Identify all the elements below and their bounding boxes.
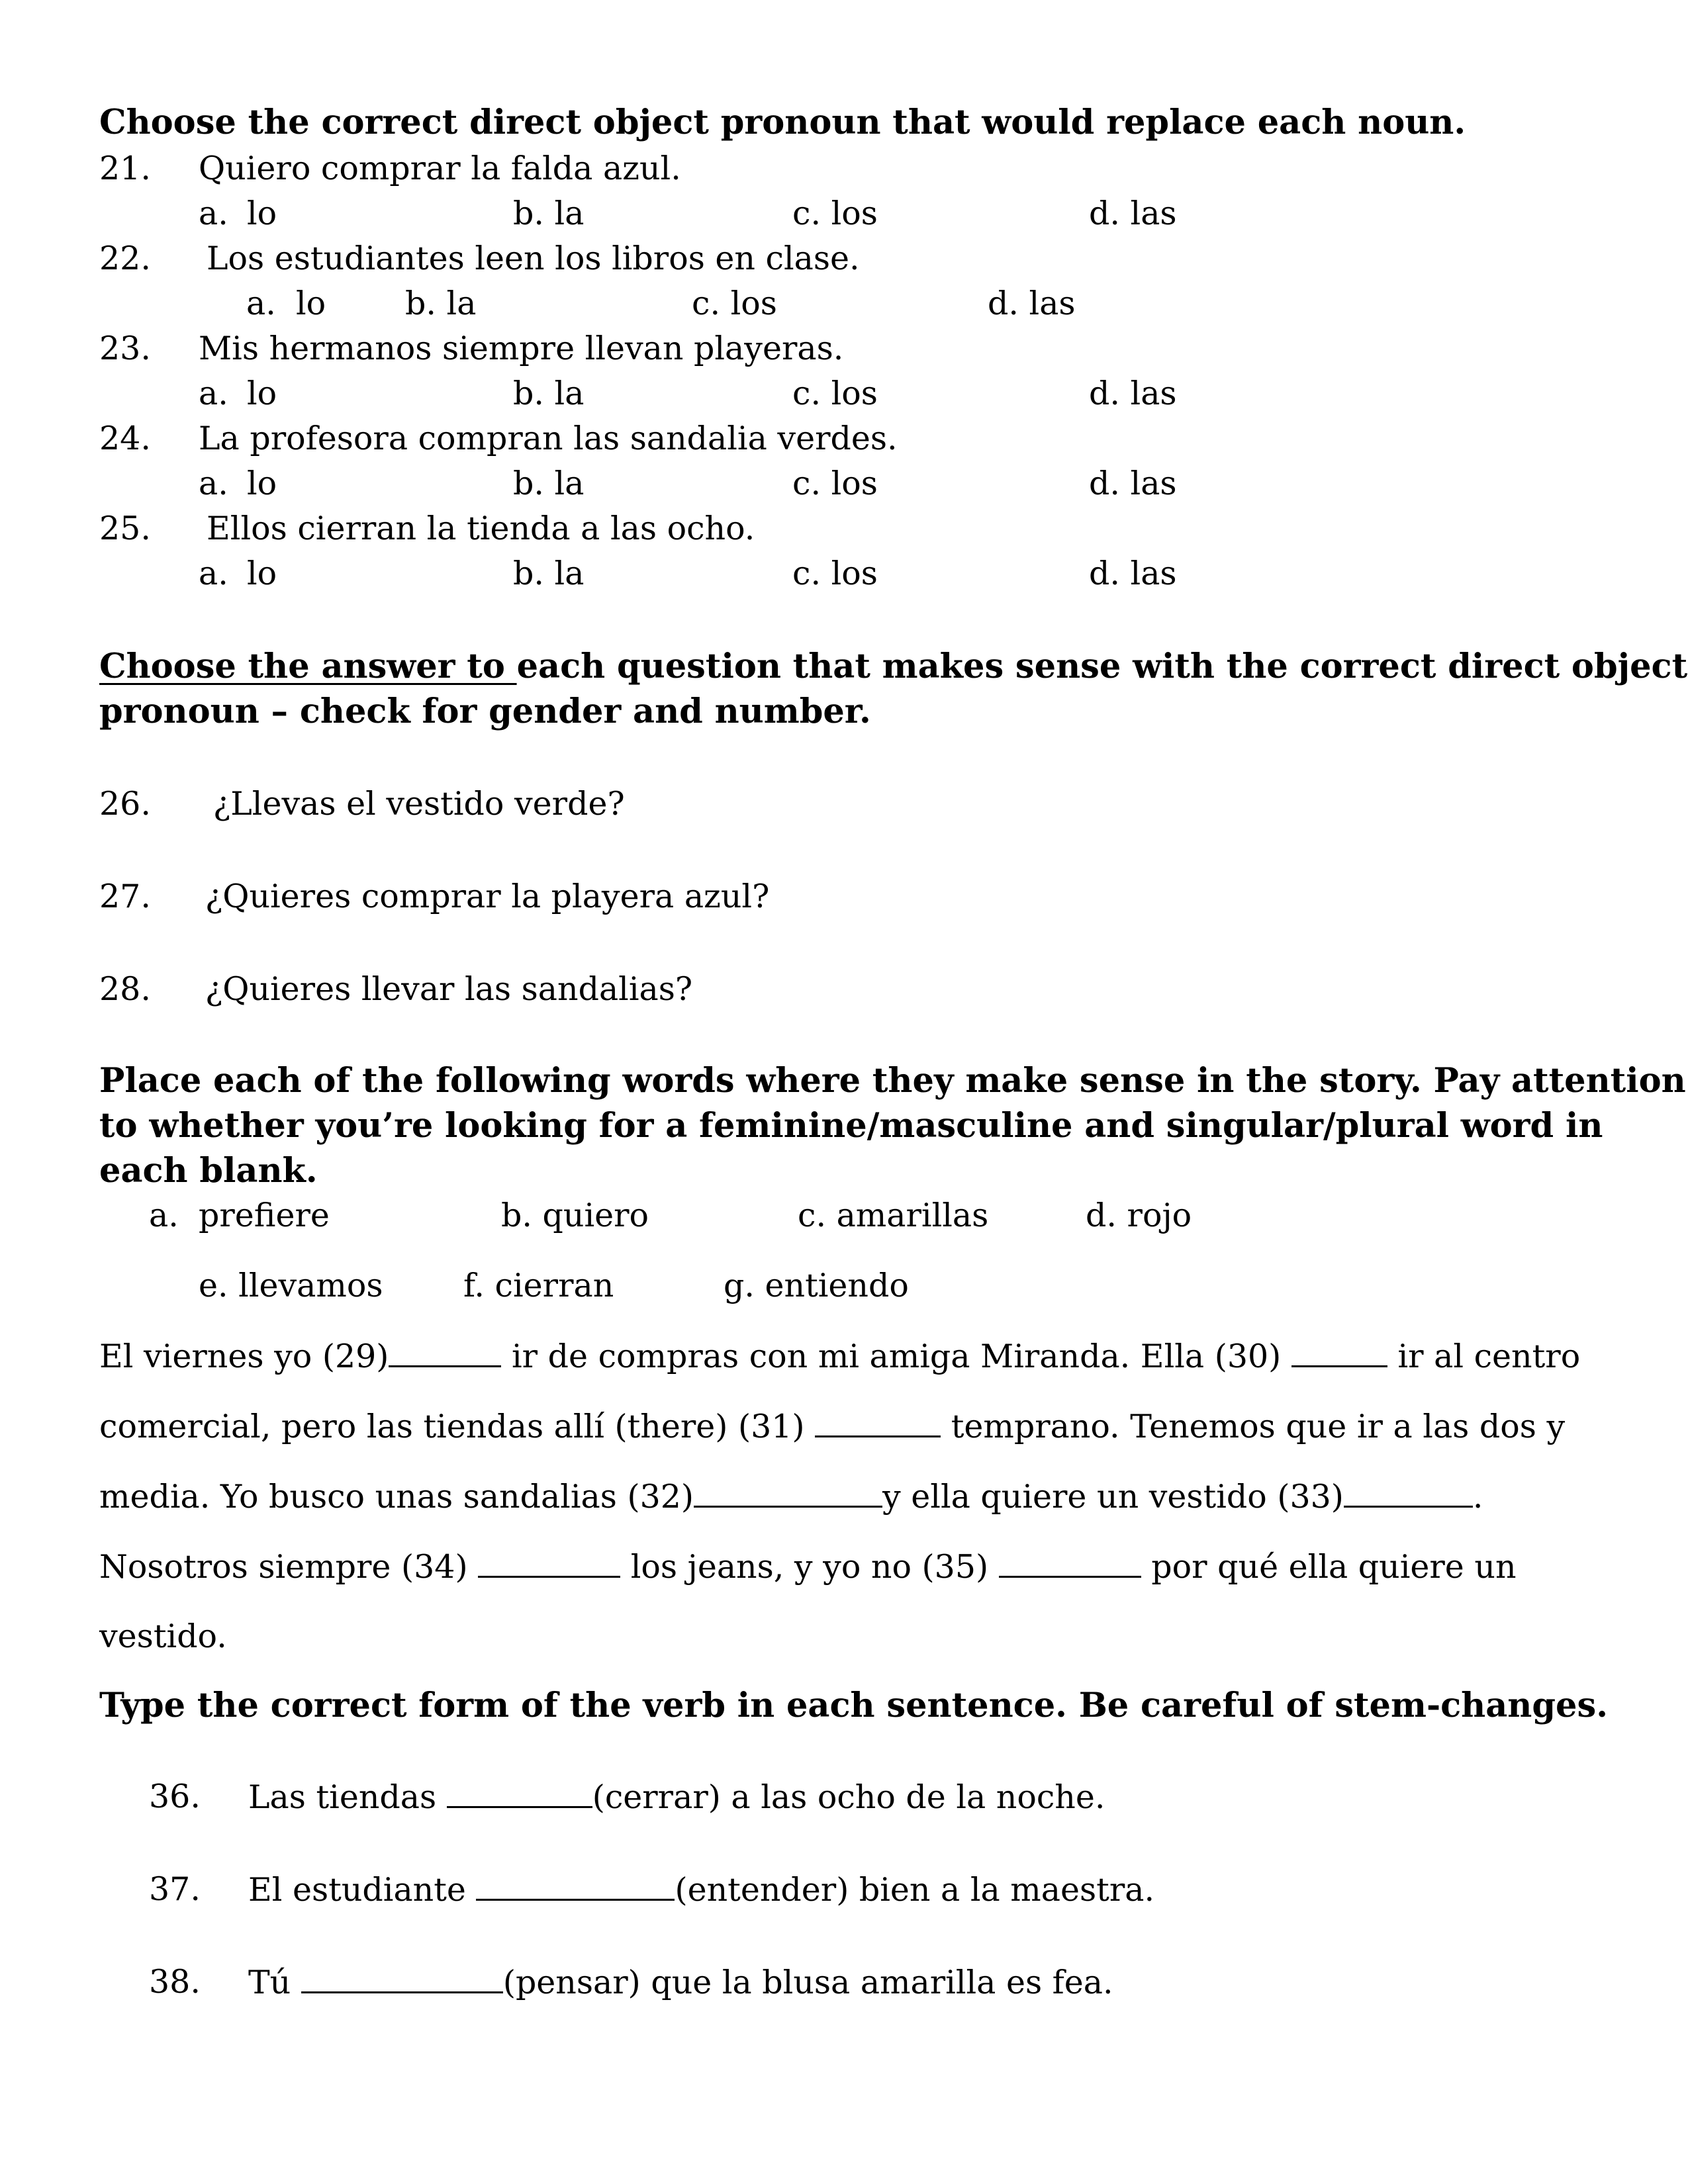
blank-29[interactable] — [389, 1340, 501, 1367]
blank-32[interactable] — [694, 1480, 882, 1508]
option-a-label: a. — [199, 375, 228, 412]
word-bank-a-label: a. — [149, 1197, 179, 1234]
question-text: ¿Llevas el vestido verde? — [213, 785, 625, 823]
word-bank-item: e. llevamos — [199, 1267, 383, 1304]
word-bank-item: g. entiendo — [724, 1267, 909, 1304]
question-number: 23. — [99, 330, 151, 367]
blank-35[interactable] — [999, 1550, 1141, 1578]
story-text: los jeans, y yo no (35) — [620, 1548, 999, 1586]
question-rest: (entender) bien a la maestra. — [675, 1871, 1155, 1909]
option-d[interactable]: d. las — [1089, 465, 1177, 502]
story-text: por qué ella quiere un — [1141, 1548, 1517, 1586]
option-d[interactable]: d. las — [1089, 375, 1177, 412]
question-text: Ellos cierran la tienda a las ocho. — [207, 510, 755, 547]
question-number: 26. — [99, 785, 151, 823]
option-d[interactable]: d. las — [988, 285, 1076, 322]
story-text: vestido. — [99, 1617, 227, 1655]
blank-34[interactable] — [478, 1550, 620, 1578]
section2-heading — [99, 647, 1688, 686]
verb-question — [248, 1871, 1155, 1909]
blank-33[interactable] — [1344, 1480, 1473, 1508]
word-bank-item: b. quiero — [501, 1197, 649, 1234]
option-a-label: a. — [199, 555, 228, 592]
story-text: media. Yo busco unas sandalias (32) — [99, 1478, 694, 1516]
option-a-label: a. — [246, 285, 276, 322]
question-rest: (pensar) que la blusa amarilla es fea. — [502, 1964, 1113, 2002]
option-c[interactable]: c. los — [792, 465, 878, 502]
option-a-label: a. — [199, 465, 228, 502]
story-text: comercial, pero las tiendas allí (there) (31) — [99, 1408, 816, 1446]
question-text: ¿Quieres comprar la playera azul? — [205, 878, 770, 915]
option-b[interactable]: b. la — [513, 555, 585, 592]
story-text: Nosotros siempre (34) — [99, 1548, 479, 1586]
word-bank-item: f. cierran — [463, 1267, 614, 1304]
section2-heading-line2: pronoun – check for gender and number. — [99, 692, 871, 731]
option-c[interactable]: c. los — [692, 285, 777, 322]
section2-heading-underlined: Choose the answer to — [99, 647, 517, 686]
option-c[interactable]: c. los — [792, 195, 878, 232]
story-line — [99, 1617, 227, 1655]
question-number: 37. — [149, 1870, 201, 1908]
option-a[interactable]: lo — [296, 285, 326, 322]
story-line — [99, 1548, 1517, 1586]
question-number: 28. — [99, 970, 151, 1008]
option-b[interactable]: b. la — [513, 195, 585, 232]
blank-38[interactable] — [301, 1966, 503, 1993]
section4-heading: Type the correct form of the verb in each sentence. Be careful of stem-changes. — [99, 1686, 1608, 1725]
option-b[interactable]: b. la — [405, 285, 477, 322]
section1-heading: Choose the correct direct object pronoun that would replace each noun. — [99, 103, 1466, 142]
question-subject: Las tiendas — [248, 1778, 447, 1817]
question-text: Los estudiantes leen los libros en clase. — [207, 240, 860, 277]
option-b[interactable]: b. la — [513, 375, 585, 412]
question-text: Mis hermanos siempre llevan playeras. — [199, 330, 844, 367]
story-line — [99, 1478, 1483, 1516]
option-c[interactable]: c. los — [792, 555, 878, 592]
section3-heading-line2: to whether you’re looking for a feminine/masculine and singular/plural word in — [99, 1106, 1603, 1146]
question-subject: Tú — [248, 1964, 301, 2002]
question-number: 25. — [99, 510, 151, 547]
word-bank-item: c. amarillas — [798, 1197, 989, 1234]
verb-question — [248, 1964, 1113, 2002]
question-text: La profesora compran las sandalia verdes. — [199, 420, 898, 457]
option-a[interactable]: lo — [247, 465, 277, 502]
story-line — [99, 1408, 1566, 1446]
question-rest: (cerrar) a las ocho de la noche. — [592, 1778, 1105, 1817]
story-text: temprano. Tenemos que ir a las dos y — [941, 1408, 1566, 1446]
blank-30[interactable] — [1291, 1340, 1387, 1367]
option-a[interactable]: lo — [247, 555, 277, 592]
story-text: ir al centro — [1387, 1338, 1581, 1376]
question-text: Quiero comprar la falda azul. — [199, 150, 681, 187]
option-c[interactable]: c. los — [792, 375, 878, 412]
section3-heading-line3: each blank. — [99, 1151, 318, 1191]
story-text: y ella quiere un vestido (33) — [882, 1478, 1344, 1516]
option-a-label: a. — [199, 195, 228, 232]
question-number: 36. — [149, 1778, 201, 1815]
word-bank-item: prefiere — [199, 1197, 330, 1234]
story-line — [99, 1338, 1581, 1376]
option-a[interactable]: lo — [247, 195, 277, 232]
blank-31[interactable] — [815, 1410, 941, 1437]
question-number: 21. — [99, 150, 151, 187]
question-number: 24. — [99, 420, 151, 457]
verb-question — [248, 1778, 1105, 1817]
story-text: . — [1472, 1478, 1483, 1516]
section2-heading-rest: each question that makes sense with the correct direct object — [516, 647, 1688, 686]
blank-37[interactable] — [476, 1873, 675, 1901]
blank-36[interactable] — [447, 1780, 592, 1808]
option-a[interactable]: lo — [247, 375, 277, 412]
question-number: 38. — [149, 1963, 201, 2001]
option-d[interactable]: d. las — [1089, 195, 1177, 232]
question-number: 22. — [99, 240, 151, 277]
section3-heading-line1: Place each of the following words where they make sense in the story. Pay attention — [99, 1061, 1686, 1101]
option-d[interactable]: d. las — [1089, 555, 1177, 592]
option-b[interactable]: b. la — [513, 465, 585, 502]
story-text: ir de compras con mi amiga Miranda. Ella (30) — [501, 1338, 1291, 1376]
question-subject: El estudiante — [248, 1871, 477, 1909]
word-bank-item: d. rojo — [1086, 1197, 1192, 1234]
story-text: El viernes yo (29) — [99, 1338, 389, 1376]
question-number: 27. — [99, 878, 151, 915]
question-text: ¿Quieres llevar las sandalias? — [205, 970, 693, 1008]
